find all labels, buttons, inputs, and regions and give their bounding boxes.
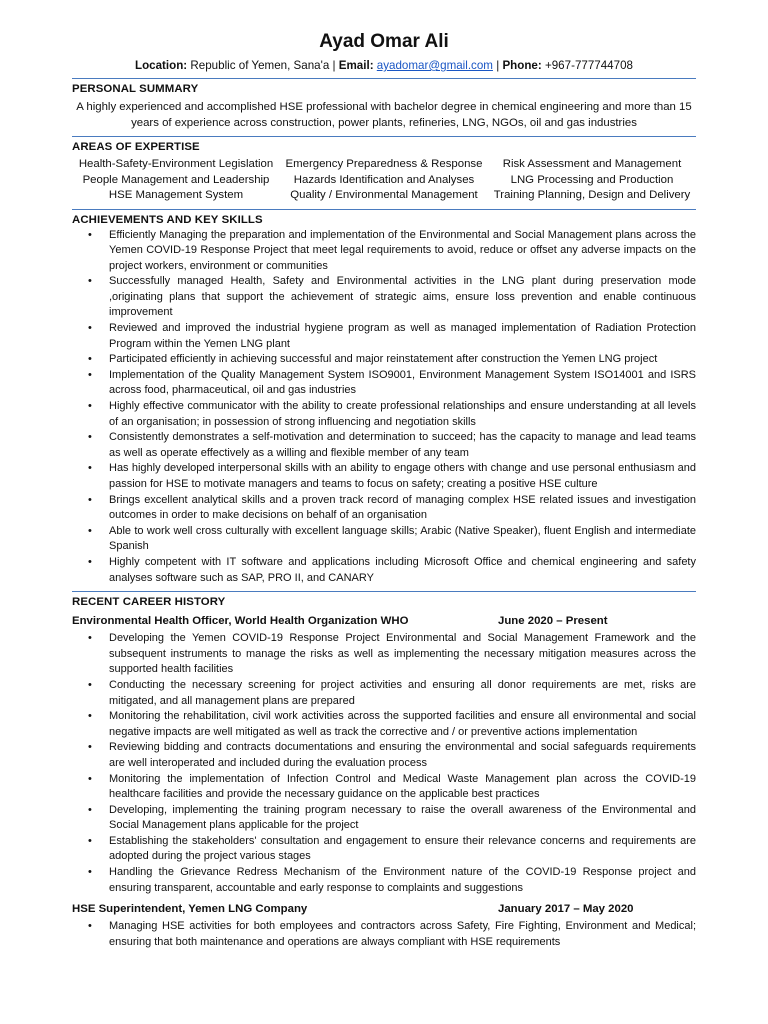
- email-link[interactable]: ayadomar@gmail.com: [376, 59, 493, 72]
- achievements-heading: ACHIEVEMENTS AND KEY SKILLS: [72, 213, 263, 226]
- expertise-column: [72, 157, 280, 204]
- section-divider: [72, 78, 696, 79]
- separator: |: [496, 59, 500, 72]
- location-label: Location:: [135, 59, 188, 72]
- expertise-item: Quality / Environmental Management: [290, 189, 478, 201]
- expertise-item: People Management and Leadership: [82, 173, 270, 186]
- job-title: HSE Superintendent, Yemen LNG Company: [72, 903, 308, 916]
- summary-heading: PERSONAL SUMMARY: [72, 83, 199, 95]
- achievement-item: • Brings excellent analytical skills and a proven track record of managing complex HSE related issues and investigation outcomes in order to make decisions on behalf of an organisation: [72, 493, 696, 524]
- section-divider: [72, 136, 696, 137]
- achievement-item: • Reviewed and improved the industrial hygiene program as well as managed implementation of Radiation Protection Program within the Yemen LNG plant: [72, 321, 696, 352]
- expertise-column: [280, 157, 488, 204]
- achievement-item: • Efficiently Managing the preparation and implementation of the Environmental and Social Management plans across the Yemen COVID-19 Response Project that meet legal requirements to avoid, reduce or offset any adverse impacts on the project workers, environment or communities: [72, 228, 696, 275]
- expertise-column: [488, 157, 696, 204]
- achievement-item: • Has highly developed interpersonal skills with an ability to engage others with change and use personal enthusiasm and passion for HSE to motivate managers and teams to focus on safety; creating a positive HSE culture: [72, 461, 696, 492]
- job-header: [72, 614, 696, 629]
- career-heading: RECENT CAREER HISTORY: [72, 596, 226, 609]
- email-label: Email:: [338, 59, 374, 72]
- location-value: Republic of Yemen, Sana'a: [190, 59, 330, 72]
- phone-label: Phone:: [502, 59, 542, 72]
- job-duty-item: • Establishing the stakeholders' consultation and engagement to ensure their relevance concerns and requirements are adopted during the project various stages: [72, 834, 696, 865]
- job-title: Environmental Health Officer, World Health Organization WHO: [72, 615, 409, 628]
- job-duties-list: [72, 919, 696, 950]
- achievement-item: • Implementation of the Quality Management System ISO9001, Environment Management System ISO14001 and ISRS across food, pharmaceutical, oil and gas industries: [72, 368, 696, 399]
- job-dates: June 2020 – Present: [498, 615, 608, 628]
- achievements-list: [72, 228, 696, 587]
- job-duty-item: • Developing the Yemen COVID-19 Response Project Environmental and Social Management Framework and the subsequent instruments to manage the risks as well as implementing the necessary mitigation measures across the supported health facilities: [72, 631, 696, 678]
- expertise-grid: [72, 157, 696, 204]
- candidate-name: Ayad Omar Ali: [319, 31, 449, 52]
- phone-value: +967-777744708: [544, 59, 633, 72]
- job-duty-item: • Reviewing bidding and contracts documentations and ensuring the environmental and social safeguards requirements are well interoperated and included during the evaluation process: [72, 740, 696, 771]
- job-duty-item: • Conducting the necessary screening for project activities and ensuring all donor requirements are met, risks are mitigated, and all management plans are prepared: [72, 678, 696, 709]
- expertise-item: Training Planning, Design and Delivery: [493, 189, 691, 201]
- achievement-item: • Highly effective communicator with the ability to create professional relationships and ensure understanding at all levels of an organisation; in possession of strong influencing and negotiation skills: [72, 399, 696, 430]
- job-dates: January 2017 – May 2020: [498, 903, 634, 916]
- expertise-item: Health-Safety-Environment Legislation: [78, 158, 274, 170]
- expertise-item: LNG Processing and Production: [510, 173, 674, 186]
- expertise-item: Emergency Preparedness & Response: [285, 158, 483, 170]
- achievement-item: • Highly competent with IT software and applications including Microsoft Office and chemical engineering and safety analyses software such as SAP, PRO II, and CANARY: [72, 555, 696, 586]
- achievement-item: • Participated efficiently in achieving successful and major reinstatement after construction the Yemen LNG project: [72, 352, 696, 368]
- expertise-item: Hazards Identification and Analyses: [293, 173, 475, 186]
- job-duty-item: • Managing HSE activities for both employees and contractors across Safety, Fire Fighting, Environment and Medical; ensuring that both maintenance and operations are always compliant with HSE requirements: [72, 919, 696, 950]
- contact-line: [72, 58, 696, 73]
- expertise-item: Risk Assessment and Management: [502, 158, 682, 170]
- achievement-item: • Successfully managed Health, Safety and Environmental activities in the LNG plant during preservation mode ,originating plans that support the achievement of strategic aims, ensure loss prevention and enable continuous improvement: [72, 274, 696, 321]
- job-header: [72, 902, 696, 917]
- separator: |: [332, 59, 336, 72]
- job-duties-list: [72, 631, 696, 896]
- job-duty-item: • Handling the Grievance Redress Mechanism of the Environment nature of the COVID-19 Response project and ensuring transparent, accountable and early response to complaints and suggestions: [72, 865, 696, 896]
- achievement-item: • Able to work well cross culturally with excellent language skills; Arabic (Native Speaker), fluent English and intermediate Spanish: [72, 524, 696, 555]
- section-divider: [72, 591, 696, 592]
- expertise-heading: AREAS OF EXPERTISE: [72, 141, 200, 153]
- section-divider: [72, 209, 696, 210]
- job-duty-item: • Monitoring the rehabilitation, civil work activities across the supported facilities and ensure all environmental and social negative impacts are well mitigated as well as track the corrective and / or preventive actions implementation: [72, 709, 696, 740]
- achievement-item: • Consistently demonstrates a self-motivation and determination to succeed; has the capacity to manage and lead teams as well as operate effectively as a willing and flexible member of any team: [72, 430, 696, 461]
- summary-text: A highly experienced and accomplished HSE professional with bachelor degree in chemical engineering and more than 15 years of experience across construction, power plants, refineries, LNG, NGOs, oil and gas industries: [76, 101, 692, 129]
- expertise-item: HSE Management System: [108, 189, 244, 201]
- job-duty-item: • Developing, implementing the training program necessary to raise the overall awareness of the Environmental and Social Management plans applicable for the project: [72, 803, 696, 834]
- job-duty-item: • Monitoring the implementation of Infection Control and Medical Waste Management plan across the COVID-19 healthcare facilities and provide the necessary guidance on the applicable best practices: [72, 772, 696, 803]
